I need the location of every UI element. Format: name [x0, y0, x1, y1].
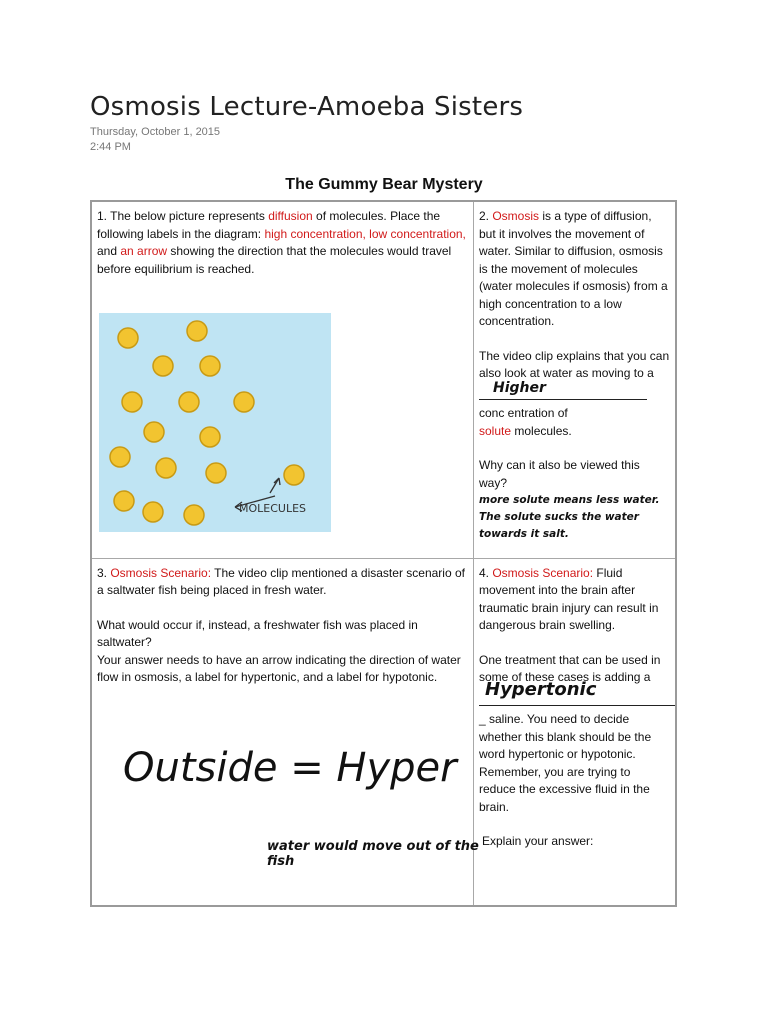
question-4-instructions: _ saline. You need to decide whether this blank should be the word hypertonic or hypotonic. Remember, you are trying to reduce the excessive fluid in the brain.	[479, 712, 652, 814]
molecule	[144, 422, 164, 442]
question-2-prompt: The video clip explains that you can also look at water as moving to a	[479, 348, 670, 380]
molecule	[110, 447, 130, 467]
handwritten-outside-hyper: Outside = Hyper	[123, 744, 457, 791]
question-2-why: Why can it also be viewed this way?	[479, 458, 640, 490]
handwritten-hypertonic: Hypertonic	[485, 678, 597, 700]
molecule	[153, 356, 173, 376]
molecule	[122, 392, 142, 412]
question-2-text: 2. Osmosis is a type of diffusion, but it involves the movement of water. Similar to diffusion, osmosis is the movement of molecules (water molecules if osmosis) from a high concentration to a low concentration.	[479, 209, 668, 328]
handwritten-higher: Higher	[493, 379, 546, 396]
molecule	[200, 427, 220, 447]
molecule	[156, 458, 176, 478]
molecule	[206, 463, 226, 483]
question-4-prompt: One treatment that can be used in some of these cases is adding a	[479, 652, 661, 684]
note-time: 2:44 PM	[90, 141, 131, 153]
note-date: Thursday, October 1, 2015	[90, 126, 221, 138]
question-3-instructions: Your answer needs to have an arrow indicating the direction of water flow in osmosis, a label for hypertonic, and a label for hypotonic.	[97, 652, 461, 684]
molecule	[118, 328, 138, 348]
molecule	[179, 392, 199, 412]
question-3-text: 3. Osmosis Scenario: The video clip mentioned a disaster scenario of a saltwater fish being placed in fresh water.	[97, 565, 465, 597]
question-4-explain: Explain your answer:	[482, 834, 594, 848]
molecule	[184, 505, 204, 525]
question-1-text: 1. The below picture represents diffusion of molecules. Place the following labels in the diagram: high concentration, low concentration, and an arrow showing the direction that the molecules would travel before equilibrium is reached.	[97, 209, 466, 276]
question-2-cell: 2. Osmosis is a type of diffusion, but it involves the movement of water. Similar to diffusion, osmosis is the movement of molecules (water molecules if osmosis) from a high concentration to a low concentration. The video clip explains that you can also look at water as moving to a Higher conc entration of solute molecules. Why can it also be viewed this way? more solute means less water. The solute sucks the water towards it salt.	[474, 201, 677, 558]
molecule	[143, 502, 163, 522]
question-3-cell	[91, 558, 479, 906]
molecules-label: MOLECULES	[239, 502, 307, 515]
handwritten-answer-3: water would move out of the fish	[267, 839, 479, 869]
molecule-diagram	[99, 313, 331, 532]
molecule	[284, 465, 304, 485]
molecule	[234, 392, 254, 412]
molecule	[187, 321, 207, 341]
worksheet-heading: The Gummy Bear Mystery	[285, 176, 483, 193]
question-3-prompt: What would occur if, instead, a freshwater fish was placed in saltwater?	[97, 617, 418, 649]
worksheet-table	[90, 200, 677, 907]
molecule	[200, 356, 220, 376]
question-4-text: 4. Osmosis Scenario: Fluid movement into the brain after traumatic brain injury can result in dangerous brain swelling.	[479, 565, 659, 632]
handwritten-answer-2: more solute means less water. The solute sucks the water towards it salt.	[479, 494, 660, 540]
molecule	[114, 491, 134, 511]
question-4-cell	[474, 558, 677, 906]
page-title: Osmosis Lecture-Amoeba Sisters	[90, 92, 524, 122]
